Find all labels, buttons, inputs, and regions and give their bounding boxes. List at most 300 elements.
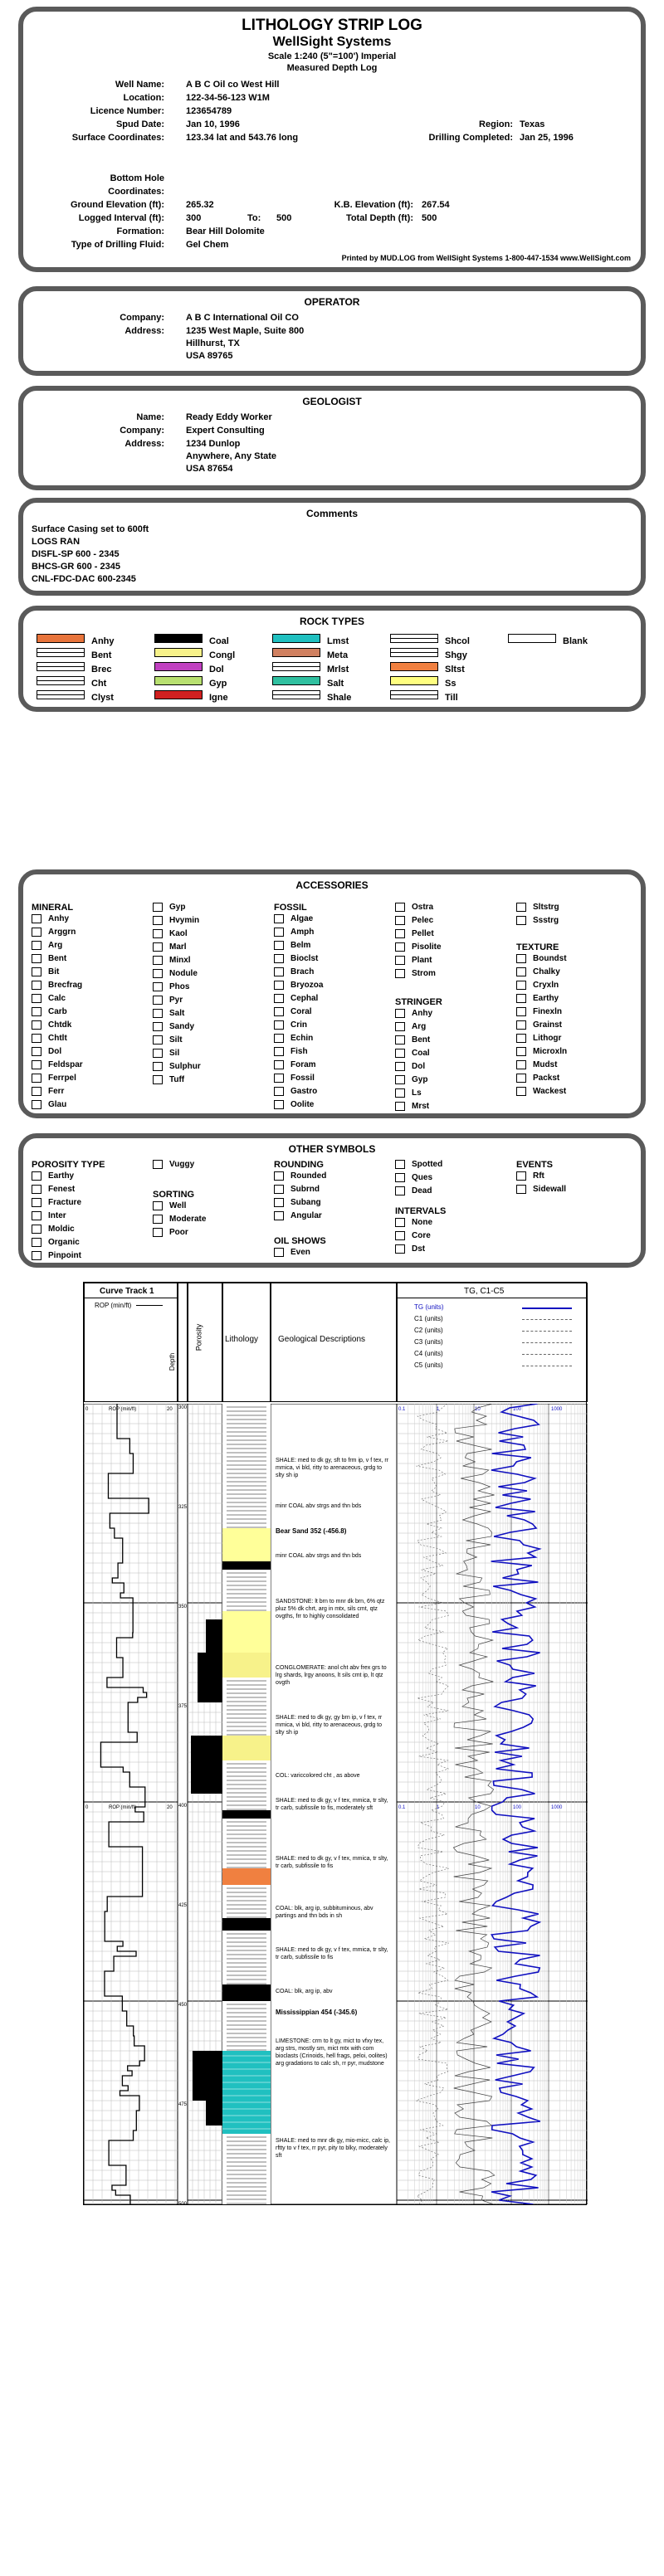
mineral-label: Brecfrag bbox=[48, 981, 83, 991]
mineral-item bbox=[32, 1060, 83, 1069]
fossil-label: Oolite bbox=[290, 1100, 315, 1110]
rounding-item bbox=[274, 1198, 321, 1207]
sorting-symbol-icon bbox=[153, 1201, 163, 1210]
accessory-label: Ssstrg bbox=[533, 916, 559, 926]
rock-label: Congl bbox=[209, 650, 236, 660]
stringer-item bbox=[395, 1022, 426, 1031]
fossil-symbol-icon bbox=[274, 1087, 284, 1096]
mineral-label: Sulphur bbox=[169, 1062, 201, 1072]
gas-legend-label: TG (units) bbox=[414, 1303, 444, 1311]
lithology-label: Lithology bbox=[225, 1335, 259, 1344]
texture-symbol-icon bbox=[516, 1034, 526, 1043]
porosity-bar bbox=[193, 2051, 222, 2101]
logged-to-value: 500 bbox=[276, 213, 292, 223]
mineral-label: Sandy bbox=[169, 1022, 195, 1032]
fossil-label: Bryozoa bbox=[290, 981, 324, 991]
drilling-completed-label: Drilling Completed: bbox=[428, 133, 513, 143]
lithology-block bbox=[222, 1570, 271, 1611]
mineral-symbol-icon bbox=[153, 1009, 163, 1018]
fossil-symbol-icon bbox=[274, 981, 284, 990]
lithology-block bbox=[222, 1984, 271, 2001]
mineral-label: Silt bbox=[169, 1035, 183, 1045]
depth-tick-label: 500 bbox=[178, 2202, 188, 2204]
mineral-item bbox=[32, 954, 66, 963]
gas-legend-line bbox=[522, 1342, 572, 1343]
rounding-item bbox=[274, 1185, 320, 1194]
texture-label: Lithogr bbox=[533, 1034, 562, 1044]
mineral-label: Chtlt bbox=[48, 1034, 67, 1044]
rock-swatch bbox=[508, 634, 556, 643]
lithology-block bbox=[222, 2134, 271, 2204]
stringer-item bbox=[395, 1062, 425, 1071]
interval-symbol-icon bbox=[395, 1218, 405, 1227]
fossil-label: Fish bbox=[290, 1047, 308, 1057]
gas-scale-label: 1000 bbox=[551, 1805, 563, 1810]
mineral-symbol-icon bbox=[153, 1049, 163, 1058]
geo-description: SANDSTONE: lt brn to mnr dk brn, 6% qtz pluz 5% dk chrt, arg in mtx, sils cmt, qtz ovgths, frr to highly consolidated bbox=[276, 1599, 385, 1619]
mineral-item bbox=[32, 1087, 64, 1096]
accessory-symbol-icon bbox=[516, 916, 526, 925]
rounding-label: Subang bbox=[290, 1198, 321, 1208]
rock-swatch bbox=[272, 634, 320, 643]
rop-scale-left: 0 bbox=[85, 1805, 89, 1810]
fossil-item bbox=[274, 1074, 315, 1083]
rock-label: Igne bbox=[209, 693, 228, 703]
interval-label: Core bbox=[412, 1231, 431, 1241]
header-field-label: Licence Number: bbox=[90, 106, 164, 116]
fossil-label: Brach bbox=[290, 967, 315, 977]
rock-swatch bbox=[37, 648, 85, 657]
symbol-label: Dead bbox=[412, 1186, 432, 1196]
header-field-label: Location: bbox=[123, 93, 164, 103]
fossil-item bbox=[274, 1060, 316, 1069]
geo-description: minr COAL abv strgs and thn bds bbox=[276, 1503, 362, 1509]
stringer-item bbox=[395, 1035, 430, 1045]
comments-panel bbox=[18, 498, 646, 596]
geologist-name-value: Ready Eddy Worker bbox=[186, 412, 272, 422]
other-symbols-panel bbox=[18, 1133, 646, 1268]
fossil-item bbox=[274, 1007, 312, 1016]
stringer-item bbox=[395, 1075, 427, 1084]
geologist-title: GEOLOGIST bbox=[302, 396, 362, 407]
mineral-symbol-icon bbox=[153, 982, 163, 991]
intervals-header: INTERVALS bbox=[395, 1206, 447, 1216]
mineral-item bbox=[153, 1075, 184, 1084]
texture-symbol-icon bbox=[516, 967, 526, 976]
fossil-item bbox=[395, 903, 433, 912]
mineral-label: Marl bbox=[169, 942, 187, 952]
mineral-label: Salt bbox=[169, 1009, 185, 1019]
rock-label: Salt bbox=[327, 679, 344, 689]
geo-description: Mississippian 454 (-345.6) bbox=[276, 2009, 358, 2016]
events-header: EVENTS bbox=[516, 1160, 554, 1170]
rock-types-title: ROCK TYPES bbox=[299, 616, 364, 627]
mineral-item bbox=[153, 1049, 179, 1058]
drilling-fluid-label: Type of Drilling Fluid: bbox=[71, 240, 164, 250]
gas-scale-label: 0.1 bbox=[398, 1407, 406, 1412]
fossil-label: Plant bbox=[412, 956, 432, 966]
sorting-label: Poor bbox=[169, 1228, 188, 1238]
symbol-item bbox=[395, 1173, 432, 1182]
rop-scale-left: 0 bbox=[85, 1407, 89, 1412]
comment-line: DISFL-SP 600 - 2345 bbox=[32, 549, 120, 559]
stringer-symbol-icon bbox=[395, 1049, 405, 1058]
lithology-block bbox=[222, 1653, 271, 1678]
stringer-label: Dol bbox=[412, 1062, 426, 1072]
rock-label: Mrlst bbox=[327, 665, 349, 674]
fossil-label: Foram bbox=[290, 1060, 316, 1070]
stringer-header: STRINGER bbox=[395, 997, 442, 1007]
geologist-address-line: 1234 Dunlop bbox=[186, 439, 241, 449]
mineral-symbol-icon bbox=[153, 969, 163, 978]
rounding-symbol-icon bbox=[274, 1171, 284, 1181]
interval-label: None bbox=[412, 1218, 432, 1228]
mineral-label: Bit bbox=[48, 967, 60, 977]
sorting-symbol-icon bbox=[153, 1215, 163, 1224]
texture-item bbox=[516, 954, 567, 963]
texture-symbol-icon bbox=[516, 1087, 526, 1096]
fossil-symbol-icon bbox=[274, 1020, 284, 1030]
depth-label: Depth bbox=[168, 1352, 177, 1371]
texture-label: Microxln bbox=[533, 1047, 568, 1057]
log-title: LITHOLOGY STRIP LOG bbox=[242, 17, 422, 34]
gas-title: TG, C1-C5 bbox=[464, 1287, 505, 1296]
mineral-label: Anhy bbox=[48, 914, 69, 924]
mineral-symbol-icon bbox=[32, 1020, 42, 1030]
gas-legend-label: C1 (units) bbox=[414, 1315, 443, 1322]
operator-company-label: Company: bbox=[120, 313, 164, 323]
porosity-bar bbox=[198, 1653, 222, 1702]
rock-swatch bbox=[390, 662, 438, 671]
lithology-block bbox=[222, 1931, 271, 1984]
gas-scale-label: 10 bbox=[475, 1805, 481, 1810]
stringer-label: Bent bbox=[412, 1035, 431, 1045]
rounding-label: Rounded bbox=[290, 1171, 327, 1181]
mineral-symbol-icon bbox=[32, 1060, 42, 1069]
rock-label: Clyst bbox=[91, 693, 114, 703]
fossil-item bbox=[274, 1034, 313, 1043]
geo-desc-label: Geological Descriptions bbox=[278, 1335, 366, 1344]
mineral-item bbox=[32, 1007, 67, 1016]
geo-description: SHALE: med to dk gy, v f tex, mmica, tr slty, tr carb, subfissile to fis, moderately sft bbox=[276, 1798, 388, 1811]
texture-symbol-icon bbox=[516, 954, 526, 963]
stringer-symbol-icon bbox=[395, 1009, 405, 1018]
fossil-item bbox=[274, 954, 318, 963]
interval-symbol-icon bbox=[395, 1244, 405, 1254]
gas-legend-label: C3 (units) bbox=[414, 1338, 443, 1346]
formation-value: Bear Hill Dolomite bbox=[186, 226, 265, 236]
mineral-item bbox=[32, 941, 62, 950]
formation-label: Formation: bbox=[116, 226, 164, 236]
stringer-item bbox=[395, 1102, 429, 1111]
rock-swatch bbox=[154, 690, 203, 699]
porosity-symbol-icon bbox=[32, 1238, 42, 1247]
porosity-bar bbox=[191, 1736, 222, 1794]
texture-label: Wackest bbox=[533, 1087, 567, 1097]
mineral-item bbox=[153, 916, 199, 925]
rounding-symbol-icon bbox=[274, 1185, 284, 1194]
rounding-label: Subrnd bbox=[290, 1185, 320, 1195]
fossil-label: Pelec bbox=[412, 916, 434, 926]
gas-legend-line bbox=[522, 1354, 572, 1355]
fossil-symbol-icon bbox=[274, 1047, 284, 1056]
fossil-label: Echin bbox=[290, 1034, 314, 1044]
interval-symbol-icon bbox=[395, 1231, 405, 1240]
porosity-item bbox=[32, 1171, 74, 1181]
mineral-label: Pyr bbox=[169, 996, 183, 1006]
porosity-label: Organic bbox=[48, 1238, 80, 1248]
fossil-symbol-icon bbox=[395, 903, 405, 912]
mineral-item bbox=[153, 982, 189, 991]
porosity-bar bbox=[206, 2101, 222, 2126]
mineral-item bbox=[153, 956, 191, 965]
porosity-symbol-icon bbox=[32, 1171, 42, 1181]
accessory-item bbox=[516, 903, 559, 912]
stringer-symbol-icon bbox=[395, 1075, 405, 1084]
mineral-symbol-icon bbox=[32, 941, 42, 950]
lithology-block bbox=[222, 1561, 271, 1570]
symbol-label: Spotted bbox=[412, 1160, 443, 1170]
lithology-block bbox=[222, 1736, 271, 1760]
mineral-symbol-icon bbox=[153, 1062, 163, 1071]
depth-tick-label: 325 bbox=[178, 1505, 188, 1510]
mineral-symbol-icon bbox=[32, 1074, 42, 1083]
fossil-symbol-icon bbox=[274, 967, 284, 976]
fossil-header: FOSSIL bbox=[274, 903, 307, 913]
rop-scale-label: ROP (min/ft) bbox=[109, 1805, 137, 1810]
mineral-item bbox=[153, 1022, 194, 1031]
sorting-item bbox=[153, 1228, 188, 1237]
mineral-label: Sil bbox=[169, 1049, 180, 1059]
mineral-item bbox=[153, 996, 183, 1005]
mineral-item bbox=[32, 928, 76, 937]
symbol-label: Ques bbox=[412, 1173, 433, 1183]
rock-swatch bbox=[272, 676, 320, 685]
fossil-label: Bioclst bbox=[290, 954, 319, 964]
to-label: To: bbox=[247, 213, 261, 223]
texture-symbol-icon bbox=[516, 1007, 526, 1016]
rock-label: Coal bbox=[209, 636, 229, 646]
depth-track-header bbox=[168, 1283, 188, 1402]
event-label: Rft bbox=[533, 1171, 544, 1181]
texture-label: Grainst bbox=[533, 1020, 563, 1030]
texture-header: TEXTURE bbox=[516, 942, 559, 952]
curve-track-header bbox=[84, 1283, 178, 1402]
mineral-item bbox=[153, 1035, 183, 1045]
porosity-label: Pinpoint bbox=[48, 1251, 81, 1261]
stringer-label: Ls bbox=[412, 1088, 422, 1098]
fossil-item bbox=[274, 914, 313, 923]
curve-track-title: Curve Track 1 bbox=[100, 1287, 154, 1296]
fossil-label: Coral bbox=[290, 1007, 312, 1017]
texture-label: Finexln bbox=[533, 1007, 563, 1017]
fossil-item bbox=[274, 1047, 308, 1056]
event-item bbox=[516, 1185, 566, 1194]
gas-legend-line bbox=[522, 1319, 572, 1320]
mineral-item bbox=[32, 967, 59, 976]
porosity-item bbox=[153, 1160, 194, 1169]
fossil-label: Crin bbox=[290, 1020, 307, 1030]
texture-item bbox=[516, 994, 559, 1003]
ground-elevation-value: 265.32 bbox=[186, 200, 214, 210]
event-symbol-icon bbox=[516, 1171, 526, 1181]
header-field-label: Surface Coordinates: bbox=[71, 133, 164, 143]
mineral-item bbox=[32, 981, 82, 990]
fossil-symbol-icon bbox=[274, 1034, 284, 1043]
mineral-label: Kaol bbox=[169, 929, 188, 939]
porosity-symbol-icon bbox=[153, 1160, 163, 1169]
fossil-item bbox=[395, 969, 436, 978]
geo-description: Bear Sand 352 (-456.8) bbox=[276, 1527, 347, 1535]
stringer-item bbox=[395, 1088, 422, 1098]
gas-scale-label: 100 bbox=[513, 1805, 522, 1810]
rock-label: Dol bbox=[209, 665, 224, 674]
fossil-item bbox=[395, 916, 433, 925]
porosity-item bbox=[32, 1211, 66, 1220]
header-field-value: 122-34-56-123 W1M bbox=[186, 93, 270, 103]
mineral-item bbox=[32, 1100, 66, 1109]
mineral-symbol-icon bbox=[32, 967, 42, 976]
stringer-label: Anhy bbox=[412, 1009, 432, 1019]
depth-tick-label: 350 bbox=[178, 1605, 188, 1609]
rock-label: Shale bbox=[327, 693, 352, 703]
fossil-label: Amph bbox=[290, 928, 315, 937]
fossil-item bbox=[274, 1020, 307, 1030]
rock-label: Shcol bbox=[445, 636, 470, 646]
geo-description: SHALE: med to mnr dk gy, mio-micc, calc ip, rftty to v f tex, rr pyr, pity to blky, moderately sft bbox=[276, 2138, 390, 2159]
fossil-label: Cephal bbox=[290, 994, 319, 1004]
rounding-label: Angular bbox=[290, 1211, 322, 1221]
fossil-item bbox=[395, 929, 434, 938]
bottom-hole-label: Bottom Hole bbox=[110, 173, 164, 183]
gas-scale-label: 10 bbox=[475, 1407, 481, 1412]
porosity-symbol-icon bbox=[32, 1198, 42, 1207]
mineral-label: Gyp bbox=[169, 903, 186, 913]
mineral-label: Hvymin bbox=[169, 916, 200, 926]
mineral-label: Minxl bbox=[169, 956, 191, 966]
mineral-item bbox=[153, 1062, 201, 1071]
rock-label: Gyp bbox=[209, 679, 227, 689]
rock-label: Blank bbox=[563, 636, 588, 646]
fossil-item bbox=[274, 941, 310, 950]
gas-scale-label: 100 bbox=[513, 1407, 522, 1412]
rock-swatch bbox=[390, 690, 438, 699]
stringer-label: Coal bbox=[412, 1049, 430, 1059]
fossil-symbol-icon bbox=[274, 928, 284, 937]
mineral-symbol-icon bbox=[32, 1047, 42, 1056]
event-item bbox=[516, 1171, 544, 1181]
gas-legend-line bbox=[522, 1307, 572, 1309]
rock-swatch bbox=[154, 648, 203, 657]
operator-address-label: Address: bbox=[124, 326, 164, 336]
mineral-symbol-icon bbox=[32, 914, 42, 923]
mineral-label: Phos bbox=[169, 982, 190, 992]
rock-swatch bbox=[154, 662, 203, 671]
fossil-symbol-icon bbox=[395, 916, 405, 925]
mineral-label: Dol bbox=[48, 1047, 62, 1057]
operator-address-line: USA 89765 bbox=[186, 351, 233, 361]
stringer-label: Arg bbox=[412, 1022, 427, 1032]
gas-legend-label: C2 (units) bbox=[414, 1327, 443, 1334]
oil-shows-header: OIL SHOWS bbox=[274, 1236, 326, 1246]
gas-scale-label: 0.1 bbox=[398, 1805, 406, 1810]
geo-description: CONGLOMERATE: anol cht abv frex grs to lrg shards, lrgy anoons, lt sils cmt ip, lt qtz ovgth bbox=[276, 1665, 387, 1686]
rop-scale-right: 20 bbox=[167, 1805, 173, 1810]
geo-description: LIMESTONE: crm to lt gy, mict to vfxy tex, arg strs, mostly sm, mict mtx with com bioclasts (Crinoids, hell frags, peloi, oolites) arg gradations to calc sh, rr pyr, mudstone bbox=[276, 2038, 388, 2067]
sorting-item bbox=[153, 1215, 206, 1224]
rock-swatch bbox=[37, 690, 85, 699]
mineral-item bbox=[32, 1020, 71, 1030]
geo-description: SHALE: med to dk gy, sft to frm ip, v f tex, rr mmica, vi bld, ritty to arenaceous, grdg to slty sh ip bbox=[276, 1458, 389, 1478]
mineral-header: MINERAL bbox=[32, 903, 74, 913]
rock-label: Anhy bbox=[91, 636, 115, 646]
geologist-company-label: Company: bbox=[120, 426, 164, 436]
lithology-block bbox=[222, 1678, 271, 1736]
operator-company-value: A B C International Oil CO bbox=[186, 313, 299, 323]
porosity-track-header bbox=[188, 1283, 222, 1402]
rock-swatch bbox=[390, 676, 438, 685]
mineral-label: Arg bbox=[48, 941, 63, 951]
texture-label: Mudst bbox=[533, 1060, 558, 1070]
mineral-symbol-icon bbox=[32, 981, 42, 990]
porosity-symbol-icon bbox=[32, 1211, 42, 1220]
sorting-item bbox=[153, 1201, 186, 1210]
oil-show-label: Even bbox=[290, 1248, 310, 1258]
rock-swatch bbox=[272, 690, 320, 699]
fossil-symbol-icon bbox=[274, 1007, 284, 1016]
rock-swatch bbox=[37, 662, 85, 671]
porosity-item bbox=[32, 1251, 81, 1260]
oil-show-symbol-icon bbox=[274, 1248, 284, 1257]
symbol-symbol-icon bbox=[395, 1173, 405, 1182]
mineral-symbol-icon bbox=[153, 903, 163, 912]
printed-by-text: Printed by MUD.LOG from WellSight Systems 1-800-447-1534 www.WellSight.com bbox=[341, 254, 631, 262]
ground-elevation-label: Ground Elevation (ft): bbox=[70, 200, 164, 210]
event-label: Sidewall bbox=[533, 1185, 567, 1195]
mineral-symbol-icon bbox=[153, 996, 163, 1005]
porosity-item bbox=[32, 1238, 80, 1247]
stringer-item bbox=[395, 1009, 432, 1018]
porosity-label: Moldic bbox=[48, 1225, 75, 1234]
porosity-item bbox=[32, 1225, 75, 1234]
fossil-item bbox=[274, 928, 314, 937]
mineral-symbol-icon bbox=[32, 954, 42, 963]
geo-description: COAL: blk, arg ip, subbituminous, abv partings and thn bds in sh bbox=[276, 1906, 374, 1919]
mineral-label: Glau bbox=[48, 1100, 67, 1110]
gas-scale-label: 1 bbox=[437, 1407, 440, 1412]
rock-label: Till bbox=[445, 693, 458, 703]
symbol-item bbox=[395, 1160, 442, 1169]
track-border bbox=[397, 1404, 588, 2204]
fossil-item bbox=[274, 994, 318, 1003]
total-depth-value: 500 bbox=[422, 213, 437, 223]
depth-tick-label: 375 bbox=[178, 1704, 188, 1709]
mineral-symbol-icon bbox=[32, 928, 42, 937]
rounding-item bbox=[274, 1211, 322, 1220]
header-field-value: 123654789 bbox=[186, 106, 232, 116]
porosity-label: Vuggy bbox=[169, 1160, 195, 1170]
texture-item bbox=[516, 1020, 562, 1030]
texture-item bbox=[516, 1034, 561, 1043]
porosity-type-header: POROSITY TYPE bbox=[32, 1160, 105, 1170]
texture-label: Boundst bbox=[533, 954, 567, 964]
stringer-symbol-icon bbox=[395, 1062, 405, 1071]
gas-legend-label: C4 (units) bbox=[414, 1350, 443, 1357]
interval-item bbox=[395, 1231, 431, 1240]
operator-title: OPERATOR bbox=[304, 296, 360, 308]
header-panel bbox=[18, 7, 646, 272]
depth-tick-label: 450 bbox=[178, 2003, 188, 2008]
